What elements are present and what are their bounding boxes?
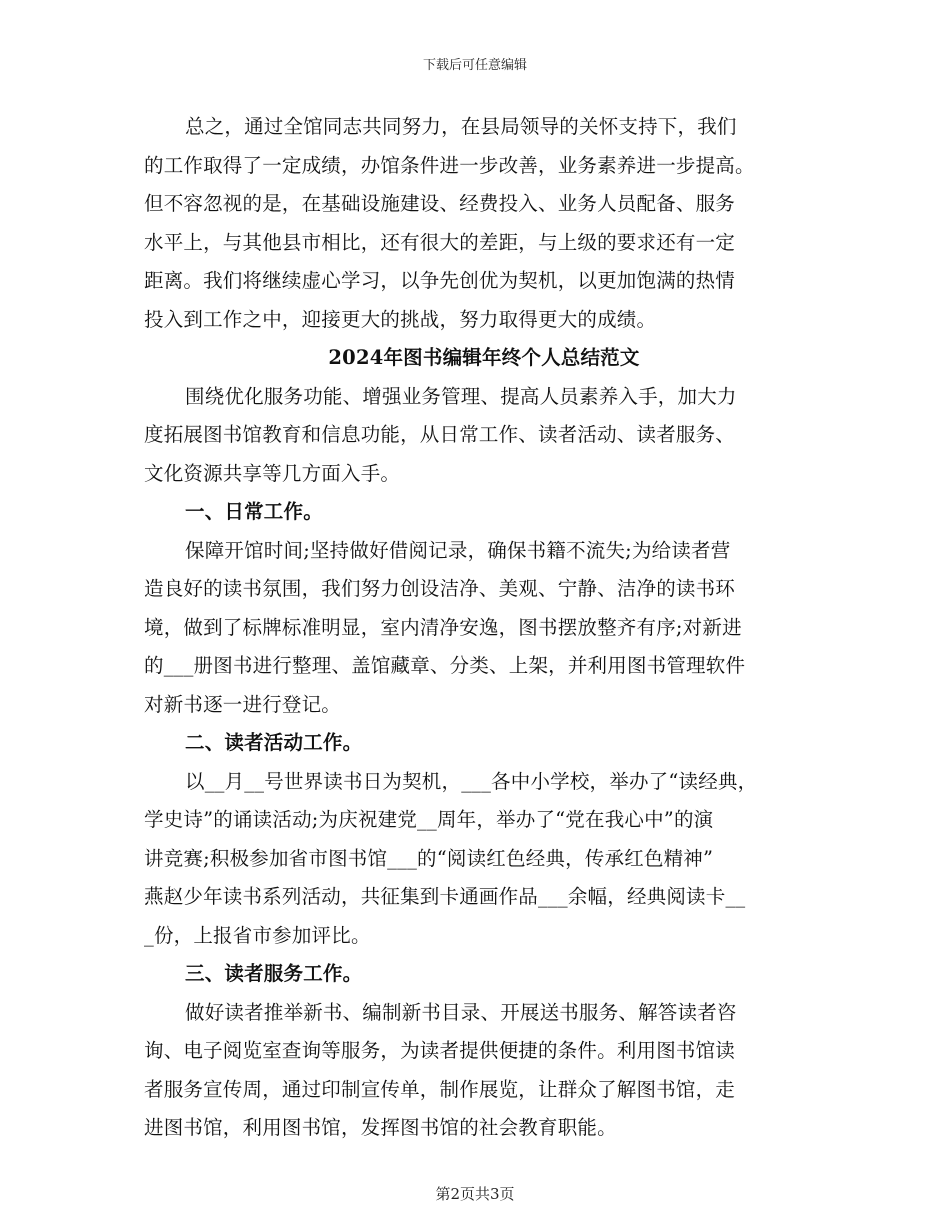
paragraph-line: 询、电子阅览室查询等服务，为读者提供便捷的条件。利用图书馆读 bbox=[144, 1039, 736, 1062]
paragraph-line: 总之，通过全馆同志共同努力，在县局领导的关怀支持下，我们 bbox=[185, 115, 737, 138]
paragraph-line: 对新书逐一进行登记。 bbox=[144, 692, 342, 716]
page-footer: 第2页共3页 bbox=[435, 1185, 515, 1203]
paragraph-line: 度拓展图书馆教育和信息功能，从日常工作、读者活动、读者服务、 bbox=[144, 423, 736, 446]
section-heading: 二、读者活动工作。 bbox=[185, 731, 363, 754]
paragraph-line: 造良好的读书氛围，我们努力创设洁净、美观、宁静、洁净的读书环 bbox=[144, 577, 736, 600]
paragraph-line: 讲竞赛;积极参加省市图书馆___的“阅读红色经典，传承红色精神” bbox=[144, 846, 714, 870]
paragraph-line: 投入到工作之中，迎接更大的挑战，努力取得更大的成绩。 bbox=[144, 307, 657, 331]
paragraph-line: _份，上报省市参加评比。 bbox=[144, 923, 371, 947]
paragraph-line: 保障开馆时间;坚持做好借阅记录，确保书籍不流失;为给读者营 bbox=[185, 538, 731, 562]
paragraph-line: 但不容忽视的是，在基础设施建设、经费投入、业务人员配备、服务 bbox=[144, 192, 736, 215]
document-body bbox=[144, 108, 816, 1148]
page-header: 下载后可任意编辑 bbox=[422, 58, 527, 73]
paragraph-line: 做好读者推举新书、编制新书目录、开展送书服务、解答读者咨 bbox=[185, 1000, 737, 1024]
section-heading: 三、读者服务工作。 bbox=[185, 962, 363, 985]
paragraph-line: 的工作取得了一定成绩，办馆条件进一步改善，业务素养进一步提高。 bbox=[144, 153, 755, 177]
paragraph-line: 围绕优化服务功能、增强业务管理、提高人员素养入手，加大力 bbox=[185, 384, 737, 408]
paragraph-line: 的___册图书进行整理、盖馆藏章、分类、上架，并利用图书管理软件 bbox=[144, 654, 746, 677]
paragraph-line: 境，做到了标牌标准明显，室内清净安逸，图书摆放整齐有序;对新进 bbox=[144, 615, 742, 639]
paragraph-line: 水平上，与其他县市相比，还有很大的差距，与上级的要求还有一定 bbox=[144, 230, 736, 254]
paragraph-line: 学史诗”的诵读活动;为庆祝建党__周年，举办了“党在我心中”的演 bbox=[144, 808, 714, 831]
section-heading: 一、日常工作。 bbox=[185, 500, 323, 523]
paragraph-line: 以__月__号世界读书日为契机，___各中小学校，举办了“读经典， bbox=[185, 769, 758, 793]
paragraph-line: 燕赵少年读书系列活动，共征集到卡通画作品___余幅，经典阅读卡__ bbox=[144, 885, 746, 908]
paragraph-line: 者服务宣传周，通过印制宣传单，制作展览，让群众了解图书馆，走 bbox=[144, 1077, 736, 1101]
document-title: 2024年图书编辑年终个人总结范文 bbox=[328, 346, 640, 369]
paragraph-line: 距离。我们将继续虚心学习，以争先创优为契机，以更加饱满的热情 bbox=[144, 269, 736, 292]
paragraph-line: 进图书馆，利用图书馆，发挥图书馆的社会教育职能。 bbox=[144, 1116, 617, 1139]
paragraph-line: 文化资源共享等几方面入手。 bbox=[144, 461, 401, 485]
